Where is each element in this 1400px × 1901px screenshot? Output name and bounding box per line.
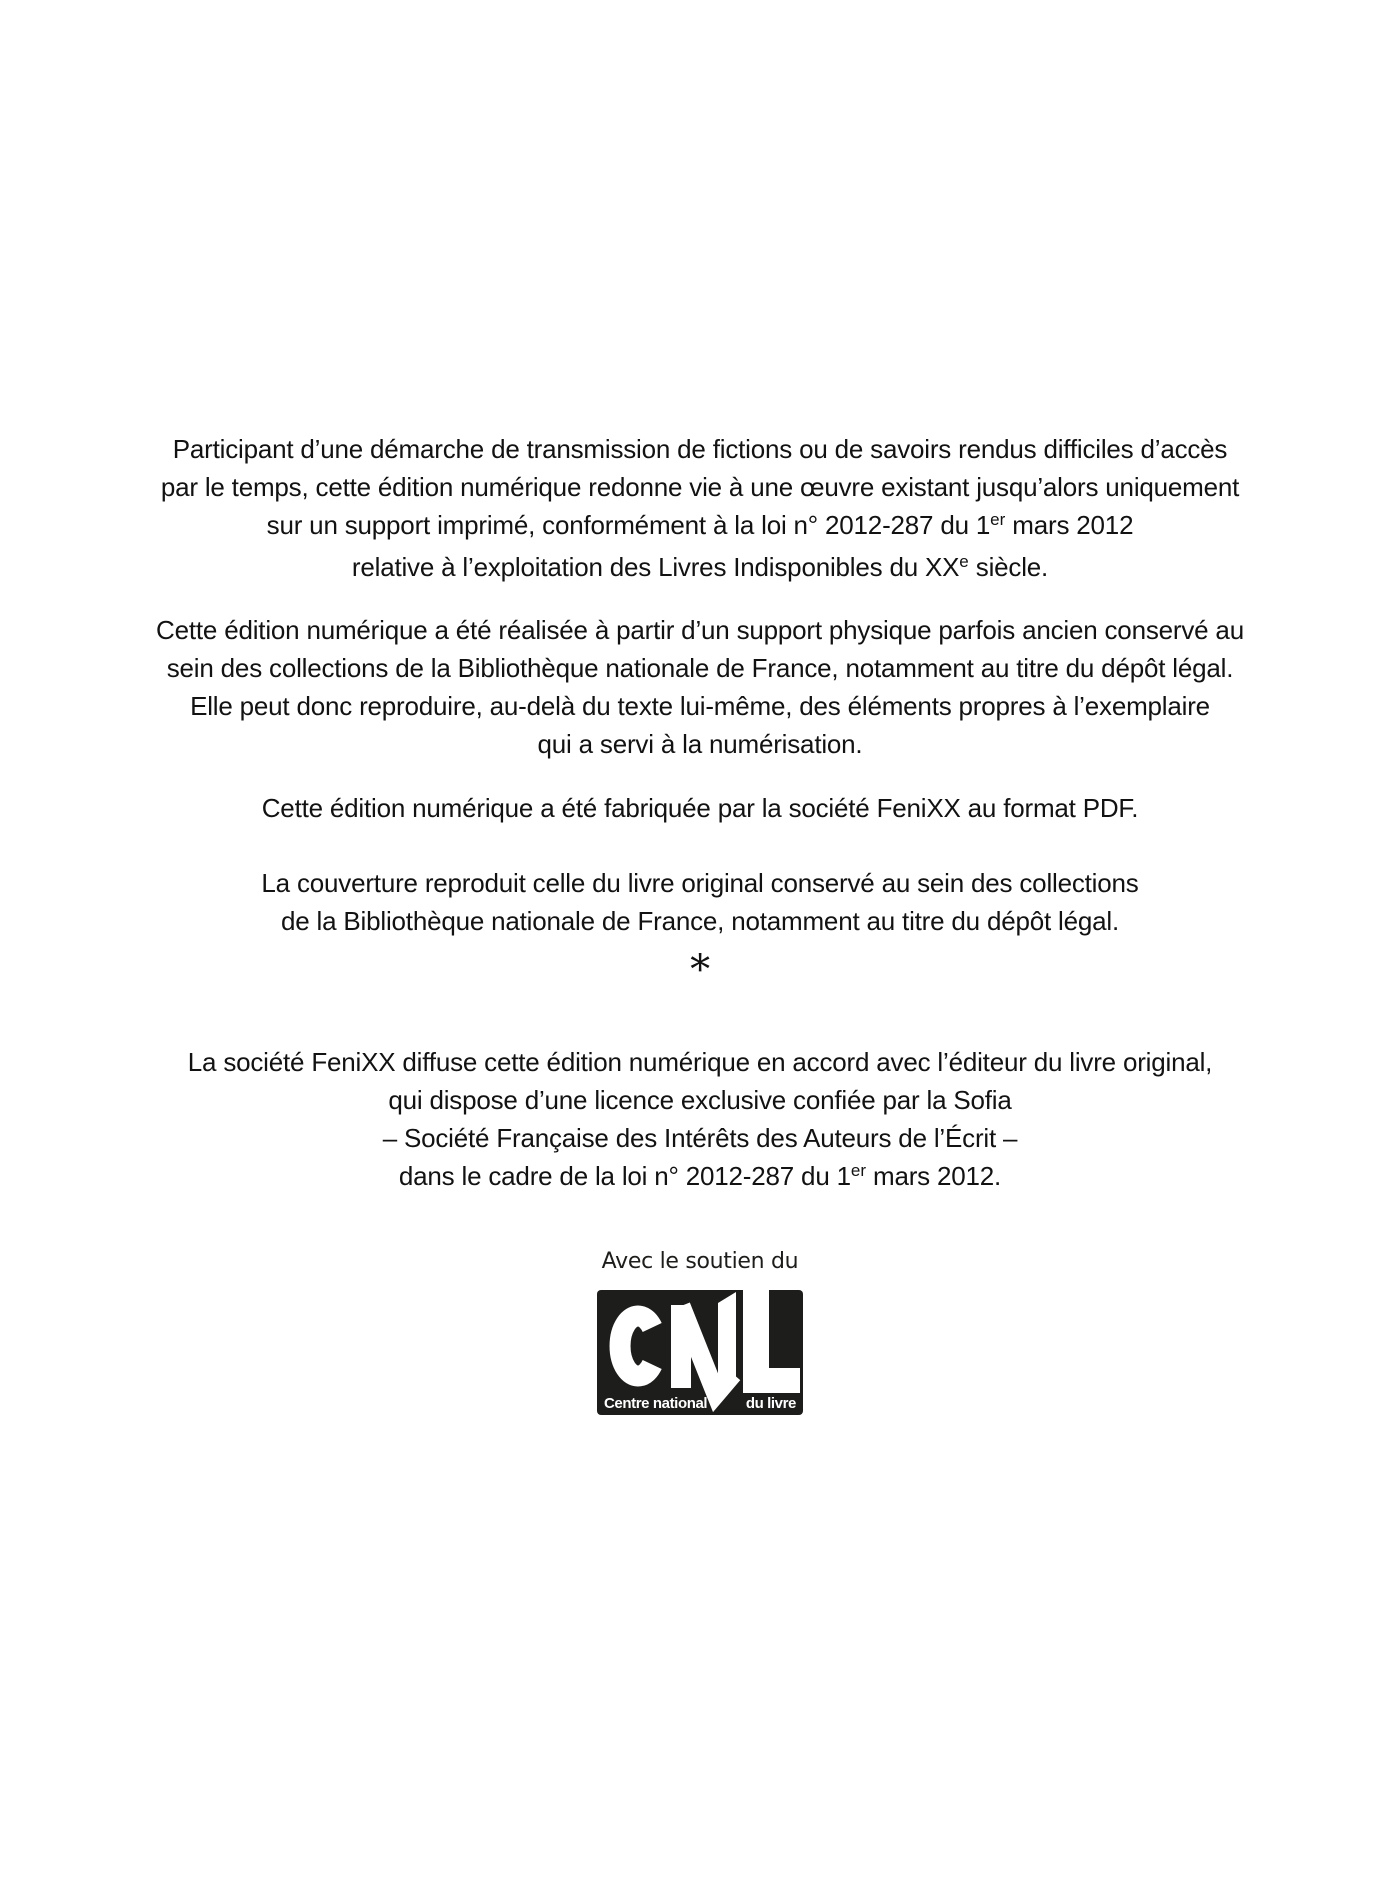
text-segment: siècle. xyxy=(968,552,1049,582)
cnl-logo xyxy=(597,1290,803,1415)
asterisk-separator: * xyxy=(690,947,710,993)
text-line: – Société Française des Intérêts des Auteurs de l’Écrit – xyxy=(382,1123,1018,1153)
text-segment: mars 2012. xyxy=(865,1161,1002,1191)
paragraph-fabrication xyxy=(0,789,1400,827)
text-line: par le temps, cette édition numérique redonne vie à une œuvre existant jusqu’alors uniquement xyxy=(160,472,1240,502)
paragraph-transmission xyxy=(0,430,1400,590)
text-line: Cette édition numérique a été fabriquée par la société FeniXX au format PDF. xyxy=(261,793,1139,823)
superscript: er xyxy=(990,510,1006,529)
text-line: sein des collections de la Bibliothèque nationale de France, notamment au titre du dépôt légal. xyxy=(166,653,1234,683)
cnl-letter-n-right-stem xyxy=(718,1292,736,1384)
text-segment: relative à l’exploitation des Livres Indisponibles du XX xyxy=(351,552,960,582)
text-line: qui dispose d’une licence exclusive confiée par la Sofia xyxy=(388,1085,1012,1115)
superscript: e xyxy=(959,552,969,571)
text-line: Elle peut donc reproduire, au-delà du texte lui-même, des éléments propres à l’exemplaire xyxy=(190,691,1210,721)
paragraph-cover xyxy=(0,864,1400,940)
text-line xyxy=(0,548,1400,590)
text-line xyxy=(0,506,1400,548)
text-line: La couverture reproduit celle du livre original conservé au sein des collections xyxy=(261,868,1139,898)
support-caption: Avec le soutien du xyxy=(601,1249,799,1274)
cnl-caption-right: du livre xyxy=(745,1395,796,1412)
text-line: qui a servi à la numérisation. xyxy=(537,729,863,759)
text-segment: sur un support imprimé, conformément à la loi n° 2012-287 du 1 xyxy=(266,510,991,540)
text-line xyxy=(0,1157,1400,1199)
text-line: de la Bibliothèque nationale de France, notamment au titre du dépôt légal. xyxy=(281,906,1119,936)
text-segment: dans le cadre de la loi n° 2012-287 du 1 xyxy=(398,1161,851,1191)
paragraph-distribution xyxy=(0,1043,1400,1199)
text-line: Participant d’une démarche de transmission de fictions ou de savoirs rendus difficiles d’accès xyxy=(172,434,1228,464)
cnl-caption-left: Centre national xyxy=(604,1395,708,1412)
text-segment: mars 2012 xyxy=(1005,510,1134,540)
paragraph-source xyxy=(0,611,1400,763)
superscript: er xyxy=(850,1161,866,1180)
text-line: Cette édition numérique a été réalisée à partir d’un support physique parfois ancien conservé au xyxy=(156,615,1244,645)
text-line: La société FeniXX diffuse cette édition numérique en accord avec l’éditeur du livre original, xyxy=(187,1047,1213,1077)
cnl-logo-graphic xyxy=(597,1290,803,1415)
